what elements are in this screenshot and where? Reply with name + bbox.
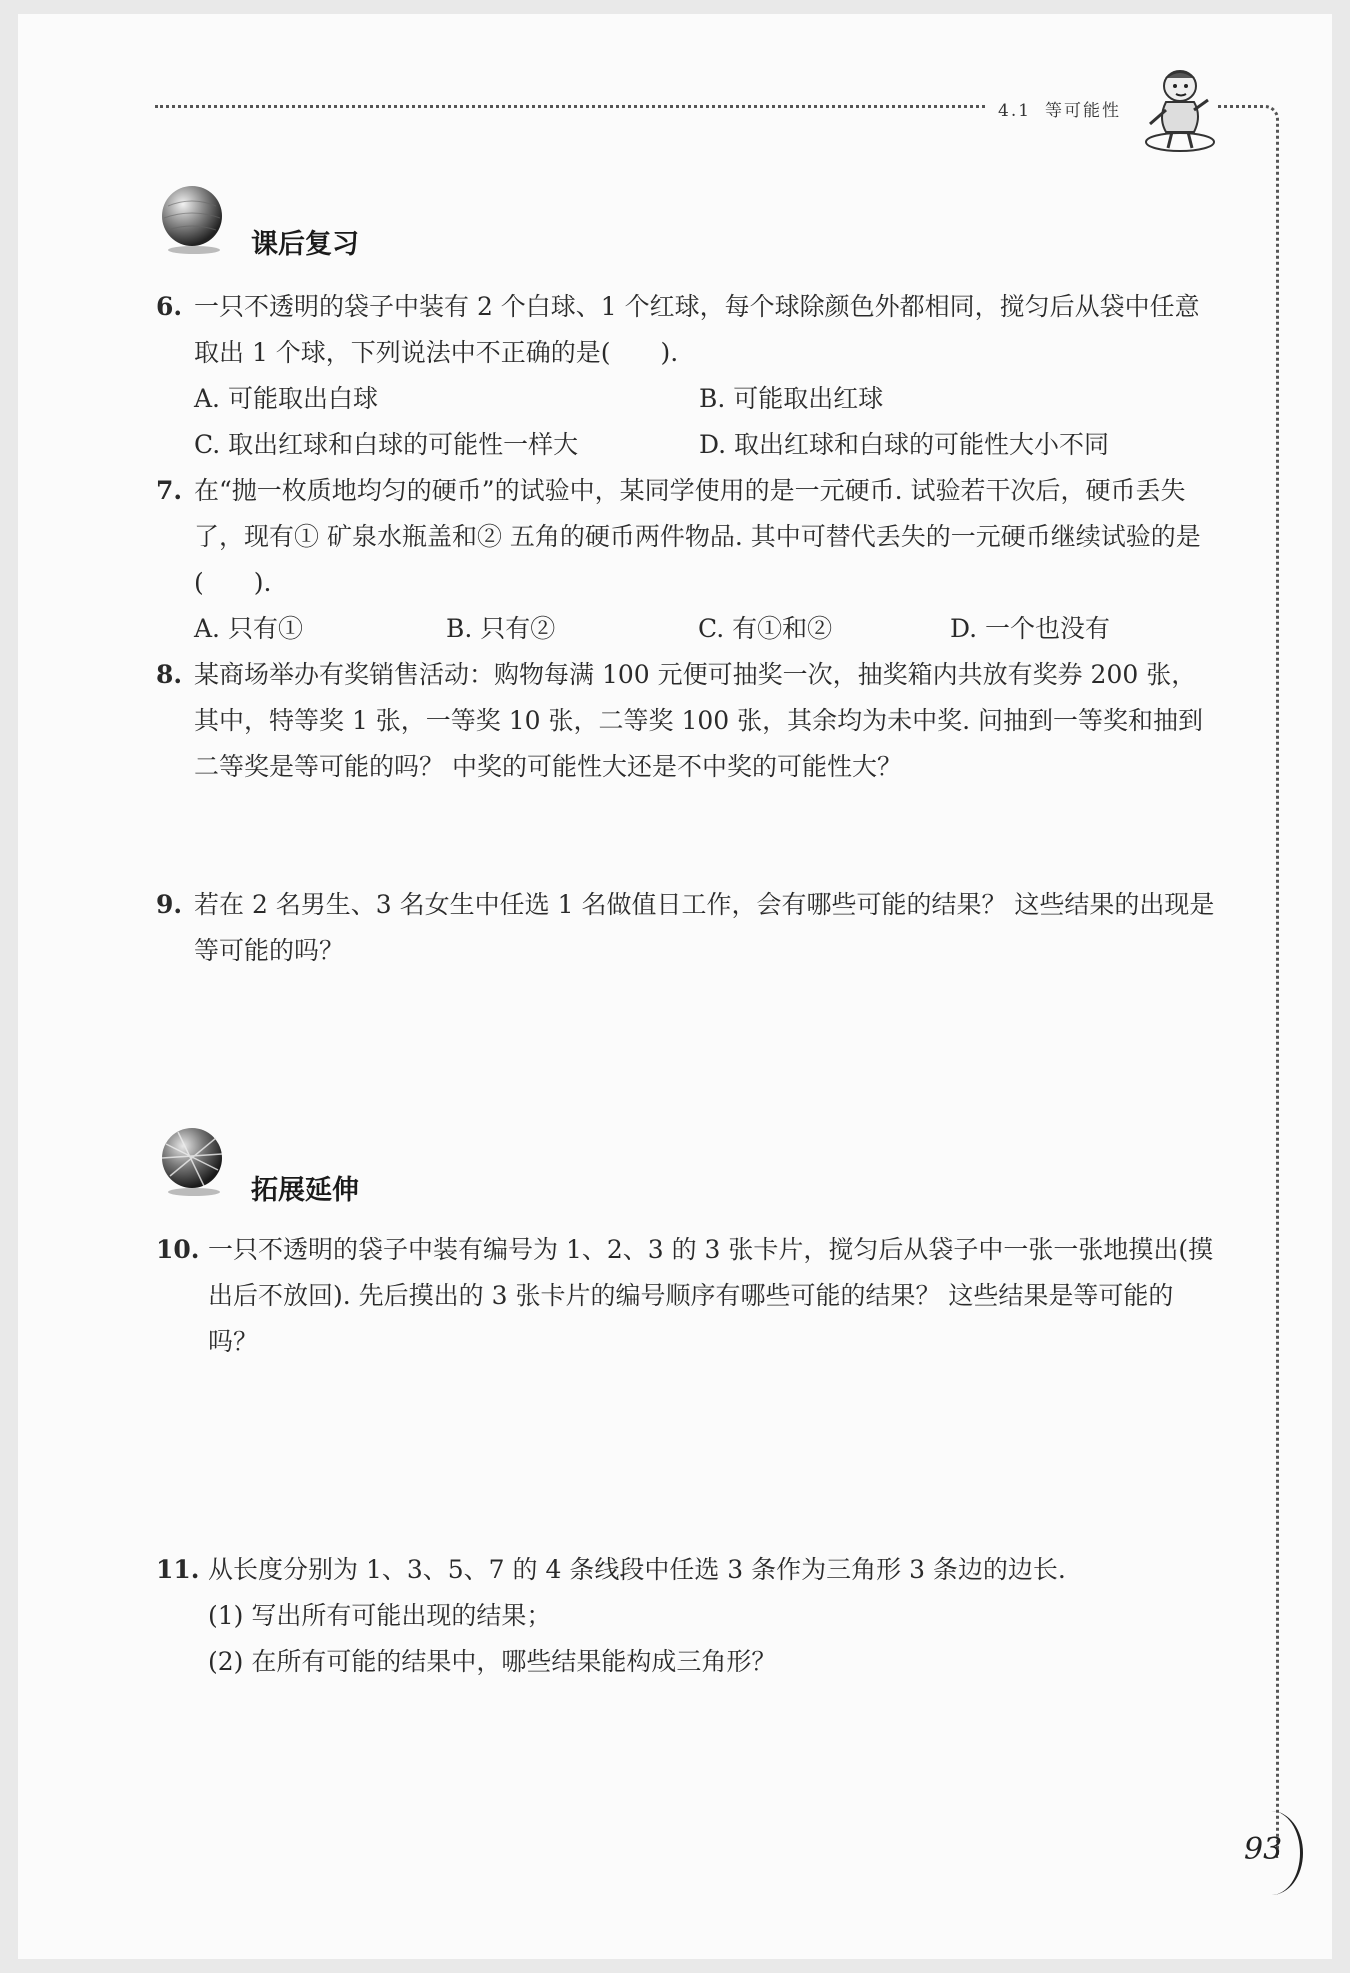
- question-text: 一只不透明的袋子中装有编号为 1、2、3 的 3 张卡片，搅匀后从袋子中一张一张地摸出(摸出后不放回). 先后摸出的 3 张卡片的编号顺序有哪些可能的结果？ 这些结果是等可能的吗？: [208, 1235, 1214, 1356]
- question-9: [156, 882, 1216, 974]
- sub-question-2: (2) 在所有可能的结果中，哪些结果能构成三角形？: [208, 1647, 777, 1676]
- section-title-extension: 拓展延伸: [251, 1175, 359, 1206]
- sphere-icon: [158, 182, 228, 256]
- option-c: C. 取出红球和白球的可能性一样大: [194, 430, 579, 459]
- question-text: 若在 2 名男生、3 名女生中任选 1 名做值日工作，会有哪些可能的结果？ 这些结果的出现是等可能的吗？: [194, 890, 1215, 965]
- option-b: B. 可能取出红球: [699, 384, 884, 413]
- question-text: 从长度分别为 1、3、5、7 的 4 条线段中任选 3 条作为三角形 3 条边的边长.: [208, 1555, 1066, 1584]
- question-number: 11.: [156, 1555, 200, 1584]
- question-8: [156, 652, 1216, 790]
- question-7: [156, 468, 1216, 652]
- globe-icon: [158, 1124, 228, 1198]
- sub-question-1: (1) 写出所有可能出现的结果；: [208, 1601, 552, 1630]
- header-dotted-rule: [155, 105, 985, 108]
- section-title-review: 课后复习: [251, 229, 359, 260]
- option-a: A. 只有①: [194, 614, 303, 643]
- option-d: D. 取出红球和白球的可能性大小不同: [699, 430, 1110, 459]
- section-number: 4.1: [998, 101, 1032, 121]
- question-number: 7.: [156, 476, 183, 505]
- option-b: B. 只有②: [446, 614, 556, 643]
- question-text: 一只不透明的袋子中装有 2 个白球、1 个红球，每个球除颜色外都相同，搅匀后从袋中任意取出 1 个球，下列说法中不正确的是( ).: [194, 292, 1200, 367]
- question-6: [156, 284, 1216, 468]
- option-a: A. 可能取出白球: [194, 384, 378, 413]
- option-d: D. 一个也没有: [950, 614, 1111, 643]
- options: [194, 606, 1216, 652]
- page-border-dotted: [1218, 105, 1279, 1858]
- question-number: 10.: [156, 1235, 200, 1264]
- section-title: 等可能性: [1045, 101, 1122, 121]
- question-10: [156, 1227, 1216, 1365]
- question-number: 6.: [156, 292, 183, 321]
- mascot-icon: [1136, 66, 1218, 156]
- options: [194, 376, 1216, 468]
- question-number: 8.: [156, 660, 183, 689]
- page-number: 93: [1244, 1832, 1283, 1867]
- question-text: 某商场举办有奖销售活动：购物每满 100 元便可抽奖一次，抽奖箱内共放有奖券 200 张，其中，特等奖 1 张，一等奖 10 张，二等奖 100 张，其余均为未中奖. 问抽到一等奖和抽到二等奖是等可能的吗？ 中奖的可能性大还是不中奖的可能性大？: [194, 660, 1204, 781]
- sub-questions: [208, 1593, 1216, 1685]
- textbook-page: [18, 14, 1332, 1959]
- option-c: C. 有①和②: [698, 614, 833, 643]
- question-text: 在“抛一枚质地均匀的硬币”的试验中，某同学使用的是一元硬币. 试验若干次后，硬币丢失了，现有① 矿泉水瓶盖和② 五角的硬币两件物品. 其中可替代丢失的一元硬币继续试验的是( ).: [194, 476, 1201, 597]
- question-11: [156, 1547, 1216, 1685]
- running-header: [998, 96, 1135, 121]
- question-number: 9.: [156, 890, 183, 919]
